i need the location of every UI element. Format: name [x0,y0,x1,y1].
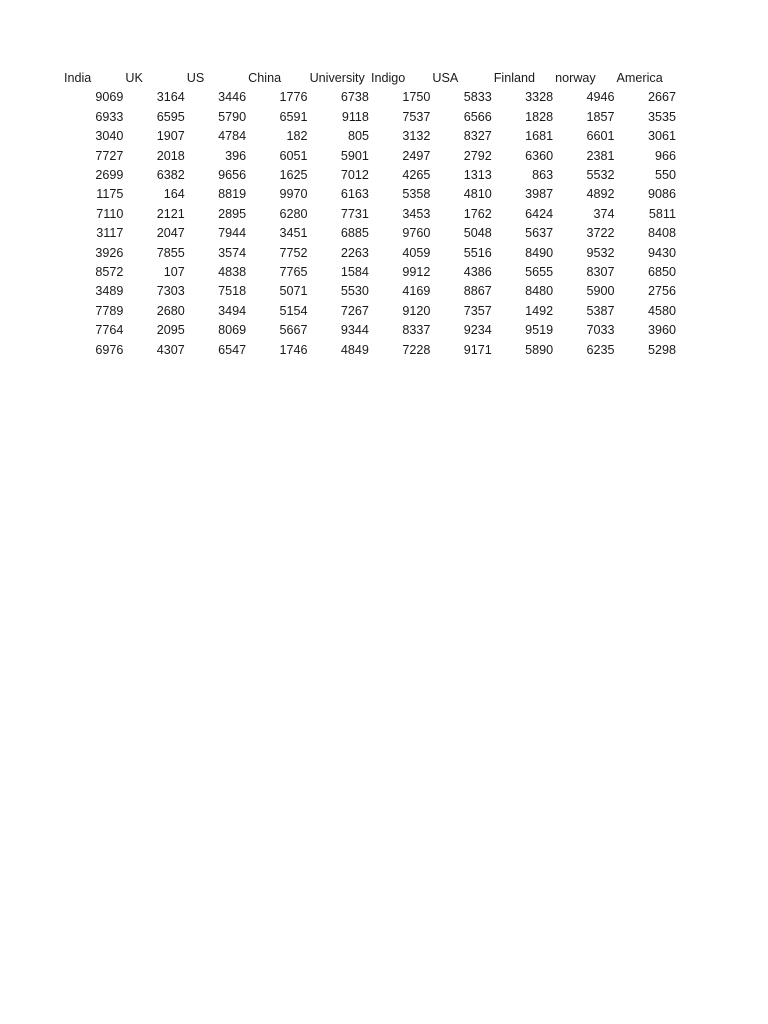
table-cell: 2667 [647,90,676,105]
table-cell: 6566 [463,109,492,124]
table-cell: 9234 [463,323,492,338]
table-cell: 3453 [402,206,431,221]
table-cell: 6591 [279,109,308,124]
table-cell: 6933 [95,109,124,124]
table-cell: 4059 [402,245,431,260]
table-cell: 3446 [218,90,247,105]
table-cell: 3926 [95,245,124,260]
table-cell: 6601 [586,129,615,144]
table-row [63,244,677,263]
table-cell: 2018 [156,148,185,163]
table-cell: 1907 [156,129,185,144]
table-cell: 5901 [340,148,369,163]
table-cell: 3489 [95,284,124,299]
table-cell: 9912 [402,265,431,280]
table-cell: 7267 [340,303,369,318]
table-cell: 3574 [218,245,247,260]
table-cell: 5532 [586,168,615,183]
table-cell: 9532 [586,245,615,260]
table-cell: 7855 [156,245,185,260]
table-row [63,88,677,107]
table-cell: 9118 [341,109,369,124]
table-cell: 2121 [156,206,185,221]
table-cell: 5667 [279,323,308,338]
table-cell: 7727 [95,148,124,163]
table-cell: 9430 [647,245,676,260]
table-cell: 2792 [463,148,492,163]
table-cell: 6885 [340,226,369,241]
table-cell: 2756 [647,284,676,299]
table-cell: 7752 [279,245,308,260]
table-cell: 6360 [525,148,554,163]
table-cell: 9970 [279,187,308,202]
table-row [63,127,677,146]
table-row [63,321,677,340]
table-cell: 6280 [279,206,308,221]
table-cell: 9171 [463,342,492,357]
table-cell: 9344 [340,323,369,338]
table-cell: 3451 [279,226,308,241]
table-cell: 164 [163,187,185,202]
table-cell: 9656 [218,168,247,183]
table-cell: 6163 [340,187,369,202]
table-cell: 5358 [402,187,431,202]
column-header: India [64,71,92,85]
table-cell: 4810 [463,187,492,202]
table-cell: 8337 [402,323,431,338]
table-cell: 8069 [218,323,247,338]
table-cell: 9086 [647,187,676,202]
table-row [63,302,677,321]
column-header: University [309,71,365,85]
table-cell: 5530 [340,284,369,299]
table-row [63,147,677,166]
table-cell: 2263 [340,245,369,260]
table-cell: 3960 [647,323,676,338]
table-cell: 1175 [96,187,124,202]
table-cell: 3132 [402,129,431,144]
column-header: US [186,71,205,85]
table-cell: 6976 [95,342,124,357]
table-cell: 5637 [525,226,554,241]
table-cell: 5298 [647,342,676,357]
table-cell: 4386 [463,265,492,280]
table-cell: 8327 [463,129,492,144]
table-cell: 2497 [402,148,431,163]
table-cell: 2047 [156,226,185,241]
table-body [63,88,677,360]
table-cell: 4169 [402,284,431,299]
table-cell: 107 [163,265,185,280]
column-header: UK [125,71,143,85]
table-cell: 1313 [463,168,492,183]
table-cell: 9519 [525,323,554,338]
data-table [63,69,677,360]
table-cell: 7303 [156,284,185,299]
table-cell: 3061 [647,129,676,144]
table-cell: 1681 [525,129,554,144]
table-row [63,263,677,282]
table-cell: 2895 [218,206,247,221]
table-cell: 7228 [402,342,431,357]
table-cell: 7518 [218,284,247,299]
table-cell: 5048 [463,226,492,241]
column-header: China [248,71,282,85]
table-row [63,341,677,360]
table-cell: 8408 [647,226,676,241]
table-cell: 7537 [402,109,431,124]
table-cell: 5811 [648,206,676,221]
table-cell: 1762 [463,206,492,221]
spreadsheet-page [63,69,683,360]
table-cell: 5516 [463,245,492,260]
table-cell: 6424 [525,206,554,221]
table-cell: 6382 [156,168,185,183]
table-cell: 3987 [525,187,554,202]
table-cell: 805 [347,129,369,144]
table-cell: 3164 [156,90,185,105]
table-cell: 5387 [586,303,615,318]
column-header: norway [555,71,596,85]
table-cell: 8307 [586,265,615,280]
table-cell: 3117 [96,226,124,241]
table-cell: 7789 [95,303,124,318]
table-cell: 5071 [279,284,308,299]
table-cell: 2381 [586,148,615,163]
table-cell: 5655 [525,265,554,280]
table-cell: 7357 [463,303,492,318]
table-cell: 8480 [525,284,554,299]
table-cell: 7033 [586,323,615,338]
table-cell: 3494 [218,303,247,318]
table-cell: 6595 [156,109,185,124]
table-cell: 3040 [95,129,124,144]
table-row [63,224,677,243]
table-cell: 374 [593,206,615,221]
table-cell: 7110 [96,206,124,221]
table-cell: 7944 [218,226,247,241]
table-cell: 5900 [586,284,615,299]
table-cell: 2699 [95,168,124,183]
table-cell: 3535 [647,109,676,124]
table-cell: 1625 [279,168,308,183]
table-cell: 4307 [156,342,185,357]
table-cell: 4580 [647,303,676,318]
table-cell: 1776 [279,90,308,105]
table-cell: 182 [286,129,308,144]
table-cell: 8572 [95,265,124,280]
table-cell: 8490 [525,245,554,260]
table-cell: 2095 [156,323,185,338]
table-cell: 7731 [340,206,369,221]
table-cell: 4849 [340,342,369,357]
table-row [63,205,677,224]
table-cell: 1828 [525,109,554,124]
table-cell: 5154 [279,303,308,318]
table-cell: 4892 [586,187,615,202]
column-header: America [616,71,663,85]
table-row [63,185,677,204]
table-cell: 1492 [525,303,554,318]
table-cell: 6547 [218,342,247,357]
table-cell: 3722 [586,226,615,241]
table-cell: 9069 [95,90,124,105]
table-header [63,69,677,88]
table-row [63,282,677,301]
table-cell: 2680 [156,303,185,318]
table-cell: 1584 [340,265,369,280]
table-cell: 4784 [218,129,247,144]
table-cell: 550 [654,168,676,183]
table-cell: 8819 [218,187,247,202]
table-cell: 7012 [340,168,369,183]
table-cell: 1750 [402,90,431,105]
table-row [63,108,677,127]
column-header: USA [432,71,459,85]
table-cell: 1857 [586,109,615,124]
table-cell: 6850 [647,265,676,280]
table-cell: 1746 [279,342,308,357]
column-header: Finland [493,71,536,85]
table-cell: 6738 [340,90,369,105]
table-row [63,166,677,185]
table-cell: 4838 [218,265,247,280]
table-cell: 7765 [279,265,308,280]
table-cell: 5790 [218,109,247,124]
table-cell: 6051 [279,148,308,163]
table-cell: 8867 [463,284,492,299]
table-cell: 6235 [586,342,615,357]
table-cell: 9120 [402,303,431,318]
table-cell: 7764 [95,323,124,338]
header-row [63,69,677,88]
table-cell: 5833 [463,90,492,105]
table-cell: 396 [225,148,247,163]
table-cell: 863 [532,168,554,183]
table-cell: 9760 [402,226,431,241]
column-header: Indigo [370,71,406,85]
table-cell: 5890 [525,342,554,357]
table-cell: 4946 [586,90,615,105]
table-cell: 4265 [402,168,431,183]
table-cell: 966 [654,148,676,163]
table-cell: 3328 [525,90,554,105]
